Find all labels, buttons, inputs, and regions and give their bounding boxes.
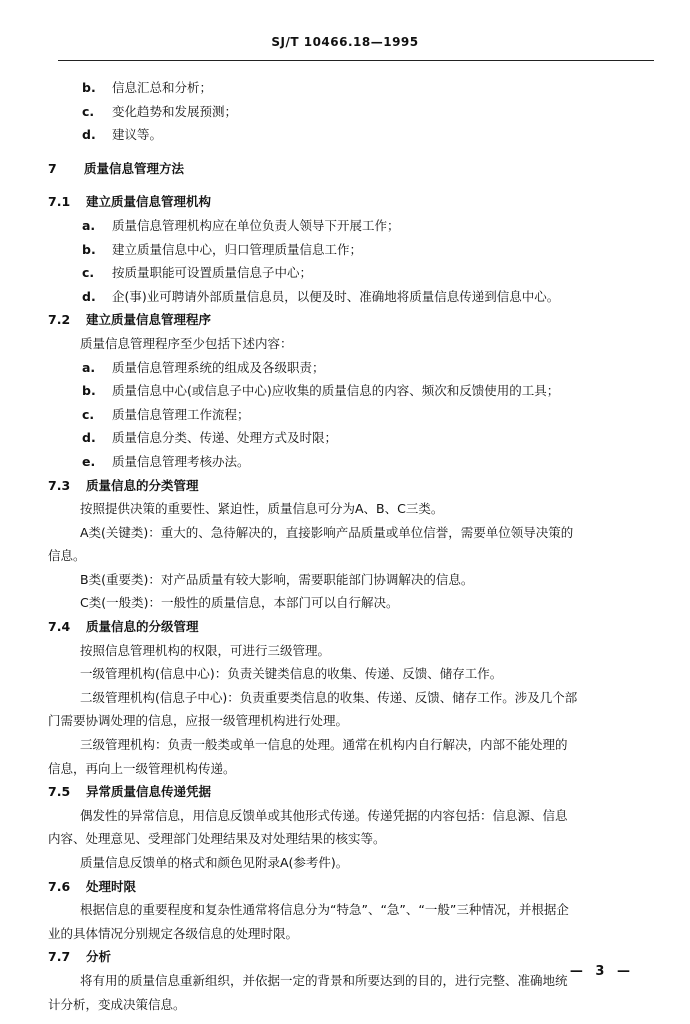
subsection-title: 质量信息的分类管理 (86, 477, 199, 493)
list-item (48, 76, 656, 100)
list-item (48, 123, 656, 147)
paragraph: 将有用的质量信息重新组织，并依据一定的背景和所要达到的目的，进行完整、准确地统 (80, 972, 568, 988)
item-text: 质量信息分类、传递、处理方式及时限； (112, 430, 338, 446)
list-item (48, 238, 656, 262)
subsection-heading (48, 474, 656, 498)
item-label: c. (82, 103, 95, 119)
list-item (48, 379, 656, 403)
paragraph: B类(重要类)：对产品质量有较大影响，需要职能部门协调解决的信息。 (80, 571, 474, 587)
document-body (48, 76, 656, 1016)
item-text: 变化趋势和发展预测； (112, 103, 238, 119)
subsection-heading (48, 615, 656, 639)
item-text: 建立质量信息中心，归口管理质量信息工作； (112, 241, 363, 257)
paragraph: 偶发性的异常信息，用信息反馈单或其他形式传递。传递凭据的内容包括：信息源、信息 (80, 807, 568, 823)
paragraph: 根据信息的重要程度和复杂性通常将信息分为“特急”、“急”、“一般”三种情况，并根据企 (80, 902, 569, 918)
item-label: a. (82, 359, 96, 375)
list-item (48, 261, 656, 285)
paragraph-continuation: 信息。 (48, 548, 86, 564)
paragraph: 三级管理机构：负责一般类或单一信息的处理。通常在机构内自行解决，内部不能处理的 (80, 737, 568, 753)
item-text: 按质量职能可设置质量信息子中心； (112, 265, 313, 281)
item-label: c. (82, 265, 95, 281)
item-text: 质量信息中心(或信息子中心)应收集的质量信息的内容、频次和反馈使用的工具； (112, 383, 560, 399)
paragraph-continuation: 业的具体情况分别规定各级信息的处理时限。 (48, 925, 299, 941)
subsection-number: 7.3 (48, 477, 71, 493)
subsection-title: 质量信息的分级管理 (86, 619, 199, 635)
list-item (48, 214, 656, 238)
subsection-heading (48, 780, 656, 804)
paragraph: 一级管理机构(信息中心)：负责关键类信息的收集、传递、反馈、储存工作。 (80, 666, 503, 682)
list-item (48, 285, 656, 309)
item-label: a. (82, 217, 96, 233)
paragraph: 质量信息管理程序至少包括下述内容： (80, 335, 293, 351)
item-text: 质量信息管理考核办法。 (112, 453, 250, 469)
header-rule (58, 60, 654, 61)
subsection-heading (48, 308, 656, 332)
subsection-number: 7.6 (48, 878, 71, 894)
item-text: 质量信息管理机构应在单位负责人领导下开展工作； (112, 217, 400, 233)
paragraph: A类(关键类)：重大的、急待解决的，直接影响产品质量或单位信誉，需要单位领导决策的 (80, 524, 574, 540)
subsection-title: 异常质量信息传递凭据 (86, 784, 212, 800)
list-item (48, 100, 656, 124)
subsection-number: 7.4 (48, 619, 71, 635)
list-item (48, 356, 656, 380)
section-title: 质量信息管理方法 (84, 160, 185, 176)
paragraph: 按照信息管理机构的权限，可进行三级管理。 (80, 642, 331, 658)
list-item (48, 450, 656, 474)
section-heading (48, 157, 656, 181)
paragraph: 二级管理机构(信息子中心)：负责重要类信息的收集、传递、反馈、储存工作。涉及几个部 (80, 689, 578, 705)
paragraph: C类(一般类)：一般性的质量信息，本部门可以自行解决。 (80, 595, 399, 611)
subsection-heading (48, 945, 656, 969)
item-label: d. (82, 288, 96, 304)
item-text: 建议等。 (112, 127, 163, 143)
subsection-number: 7.5 (48, 784, 71, 800)
subsection-number: 7.2 (48, 312, 71, 328)
item-label: b. (82, 80, 96, 95)
subsection-title: 分析 (86, 949, 112, 965)
subsection-heading (48, 190, 656, 214)
item-text: 企(事)业可聘请外部质量信息员，以便及时、准确地将质量信息传递到信息中心。 (112, 288, 560, 304)
standard-header: SJ/T 10466.18—1995 (271, 35, 419, 49)
subsection-heading (48, 875, 656, 899)
item-label: e. (82, 453, 96, 469)
subsection-title: 建立质量信息管理机构 (86, 194, 212, 210)
item-label: d. (82, 430, 96, 446)
subsection-title: 建立质量信息管理程序 (86, 312, 212, 328)
paragraph-continuation: 信息，再向上一级管理机构传递。 (48, 760, 236, 776)
subsection-number: 7.1 (48, 194, 71, 210)
subsection-title: 处理时限 (86, 878, 137, 894)
paragraph-continuation: 计分析，变成决策信息。 (48, 996, 186, 1012)
subsection-number: 7.7 (48, 949, 71, 965)
item-text: 信息汇总和分析； (112, 80, 213, 95)
list-item (48, 426, 656, 450)
list-item (48, 403, 656, 427)
item-label: b. (82, 383, 96, 399)
page-number: — 3 — (569, 964, 634, 979)
paragraph-continuation: 内容、处理意见、受理部门处理结果及对处理结果的核实等。 (48, 831, 386, 847)
item-label: d. (82, 127, 96, 143)
item-label: c. (82, 406, 95, 422)
item-label: b. (82, 241, 96, 257)
paragraph: 按照提供决策的重要性、紧迫性，质量信息可分为A、B、C三类。 (80, 501, 444, 517)
paragraph-continuation: 门需要协调处理的信息，应报一级管理机构进行处理。 (48, 713, 349, 729)
item-text: 质量信息管理工作流程； (112, 406, 250, 422)
item-text: 质量信息管理系统的组成及各级职责； (112, 359, 325, 375)
section-number: 7 (48, 160, 57, 176)
paragraph: 质量信息反馈单的格式和颜色见附录A(参考件)。 (80, 855, 349, 870)
